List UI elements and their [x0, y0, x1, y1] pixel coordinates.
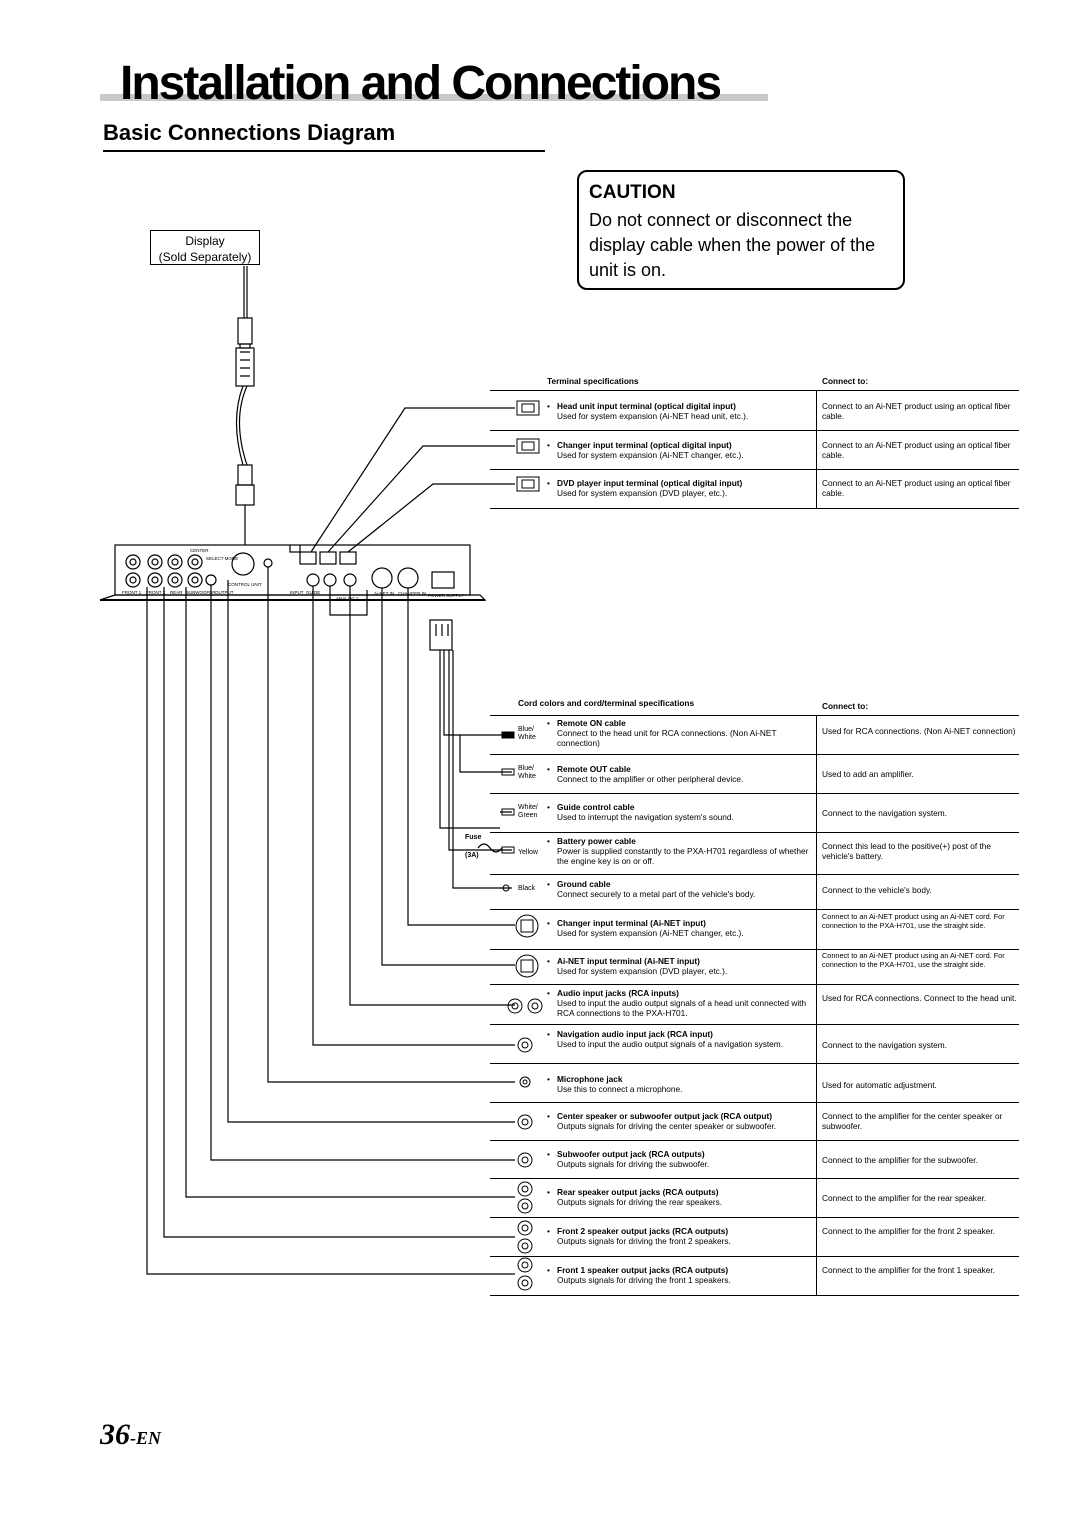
- table2-row: • Changer input terminal (Ai-NET input) Used for system expansion (Ai-NET changer, etc.). Connect to an Ai-NET product using an Ai-NET cord. For connection to the PXA-H701, use the straight side.: [490, 910, 1019, 950]
- row-title: Remote ON cable: [557, 718, 626, 728]
- table2-row: • Front 2 speaker output jacks (RCA outputs) Outputs signals for driving the front 2 speakers. Connect to the amplifier for the front 2 speaker.: [490, 1218, 1019, 1257]
- table2-row: Blue/ White • Remote OUT cable Connect to the amplifier or other peripheral device. Used to add an amplifier.: [490, 755, 1019, 794]
- row-title: Front 2 speaker output jacks (RCA outputs): [557, 1226, 729, 1236]
- row-title: Rear speaker output jacks (RCA outputs): [557, 1187, 719, 1197]
- row-desc: Power is supplied constantly to the PXA-H701 regardless of whether the engine key is on or off.: [557, 846, 809, 866]
- cord-color: Yellow: [518, 849, 538, 856]
- display-cable-plug: [238, 465, 252, 485]
- power-plug: [430, 620, 452, 650]
- row-desc: Use this to connect a microphone.: [557, 1084, 683, 1094]
- row-desc: Used to input the audio output signals of a navigation system.: [557, 1039, 784, 1049]
- table2-row: • Subwoofer output jack (RCA outputs) Outputs signals for driving the subwoofer. Connect to the amplifier for the subwoofer.: [490, 1141, 1019, 1179]
- row-title: Changer input terminal (optical digital input): [557, 440, 732, 450]
- fuse-label: Fuse: [465, 834, 482, 841]
- terminal-spec-table-1: [490, 376, 1019, 508]
- row-connect: Connect this lead to the positive(+) post of the vehicle's battery.: [822, 841, 992, 861]
- leader-subwoofer-out: [211, 585, 515, 1160]
- display-sold-separately: (Sold Separately): [158, 250, 252, 264]
- table2-row: Black • Ground cable Connect securely to a metal part of the vehicle's body. Connect to the vehicle's body.: [490, 875, 1019, 910]
- unit-label-changer: CHANGER IN: [398, 591, 427, 596]
- unit-ai-net-in: [372, 568, 392, 588]
- row-desc: Outputs signals for driving the subwoofer.: [557, 1159, 710, 1169]
- section-title: Basic Connections Diagram: [103, 120, 396, 145]
- unit-label-front1: FRONT 1: [122, 590, 142, 595]
- table2-row: • Audio input jacks (RCA inputs) Used to input the audio output signals of a head unit connected with RCA connections to the PXA-H701. Used for RCA connections. Connect to the head unit.: [490, 985, 1019, 1025]
- unit-mic-jack: [264, 559, 272, 567]
- row-connect: Connect to an Ai-NET product using an optical fiber cable.: [822, 440, 1011, 460]
- row-connect: Connect to the amplifier for the front 2 speaker.: [822, 1226, 995, 1236]
- row-title: Audio input jacks (RCA inputs): [557, 988, 679, 998]
- row-connect: Connect to the amplifier for the subwoofer.: [822, 1155, 978, 1165]
- unit-label-rear: REAR: [170, 590, 183, 595]
- row-title: Guide control cable: [557, 802, 635, 812]
- row-connect: Connect to the navigation system.: [822, 1040, 947, 1050]
- row-desc: Used for system expansion (Ai-NET changer, etc.).: [557, 928, 744, 938]
- leader-front2-out: [164, 587, 515, 1237]
- table2-row: • Microphone jack Use this to connect a microphone. Used for automatic adjustment.: [490, 1064, 1019, 1103]
- row-connect: Used to add an amplifier.: [822, 769, 914, 779]
- row-connect: Connect to the amplifier for the rear speaker.: [822, 1193, 987, 1203]
- leader-navigation-in: [313, 586, 515, 1045]
- row-title: DVD player input terminal (optical digital input): [557, 478, 743, 488]
- cord-color: Blue/ White: [518, 765, 536, 780]
- unit-label-input: INPUT: [290, 590, 304, 595]
- table2-row: Fuse (3A) Yellow • Battery power cable Power is supplied constantly to the PXA-H701 regardless of whether the engine key is on or off. Connect this lead to the positive(+) post of the vehicle's battery.: [490, 833, 1019, 875]
- row-connect: Connect to an Ai-NET product using an Ai-NET cord. For connection to the PXA-H701, use the straight side.: [822, 912, 1005, 930]
- row-title: Navigation audio input jack (RCA input): [557, 1029, 713, 1039]
- page-number: [100, 1418, 161, 1452]
- cord-spec-table: [465, 698, 1019, 1296]
- row-title: Subwoofer output jack (RCA outputs): [557, 1149, 705, 1159]
- row-connect: Used for RCA connections. (Non Ai-NET connection): [822, 726, 1016, 736]
- unit-label-analog: ANALOG 1: [336, 596, 359, 601]
- row-desc: Used to input the audio output signals of a head unit connected with RCA connections to the PXA-H701.: [557, 998, 807, 1018]
- row-title: Ground cable: [557, 879, 611, 889]
- unit-label-guide: GUIDE: [306, 590, 321, 595]
- unit-label-power: POWER SUPPLY: [428, 593, 464, 598]
- row-connect: Connect to an Ai-NET product using an optical fiber cable.: [822, 478, 1011, 498]
- table1-header-right: Connect to:: [822, 376, 869, 386]
- row-title: Center speaker or subwoofer output jack (RCA output): [557, 1111, 772, 1121]
- unit-rca-jacks: [126, 555, 216, 587]
- row-title: Front 1 speaker output jacks (RCA outputs): [557, 1265, 729, 1275]
- row-connect: Connect to the navigation system.: [822, 808, 947, 818]
- table1-row: • Changer input terminal (optical digital input) Used for system expansion (Ai-NET changer, etc.). Connect to an Ai-NET product using an optical fiber cable.: [490, 431, 1019, 470]
- row-title: Changer input terminal (Ai-NET input): [557, 918, 706, 928]
- table2-row: • Center speaker or subwoofer output jack (RCA output) Outputs signals for driving the center speaker or subwoofer. Connect to the amplifier for the center speaker or subwoofer.: [490, 1103, 1019, 1141]
- table2-header-right: Connect to:: [822, 701, 869, 711]
- row-connect: Connect to the vehicle's body.: [822, 885, 932, 895]
- table2-row: • Navigation audio input jack (RCA input) Used to input the audio output signals of a navigation system. Connect to the navigation system.: [490, 1025, 1019, 1064]
- row-connect: Connect to the amplifier for the center speaker or subwoofer.: [822, 1111, 1003, 1131]
- table1-row: • DVD player input terminal (optical digital input) Used for system expansion (DVD player, etc.). Connect to an Ai-NET product using an optical fiber cable.: [490, 470, 1019, 509]
- row-title: Ai-NET input terminal (Ai-NET input): [557, 956, 700, 966]
- row-desc: Used for system expansion (DVD player, etc.).: [557, 966, 728, 976]
- table2-row: • Rear speaker output jacks (RCA outputs) Outputs signals for driving the rear speakers. Connect to the amplifier for the rear speaker.: [490, 1179, 1019, 1218]
- row-desc: Used for system expansion (Ai-NET changer, etc.).: [557, 450, 744, 460]
- page-number-value: 36: [100, 1418, 130, 1451]
- table2-header-left: Cord colors and cord/terminal specifications: [518, 698, 695, 708]
- display-connector-socket: [236, 348, 254, 386]
- table2-row: White/ Green • Guide control cable Used to interrupt the navigation system's sound. Connect to the navigation system.: [490, 794, 1019, 833]
- unit-optical-in-1: [300, 552, 316, 564]
- unit-label-output: OUTPUT: [215, 590, 234, 595]
- row-title: Microphone jack: [557, 1074, 623, 1084]
- display-label: Display: [185, 234, 225, 248]
- row-desc: Connect to the amplifier or other peripheral device.: [557, 774, 744, 784]
- display-cable: [244, 266, 247, 318]
- table1-header-left: Terminal specifications: [547, 376, 639, 386]
- row-title: Battery power cable: [557, 836, 636, 846]
- row-title: Head unit input terminal (optical digital input): [557, 401, 736, 411]
- row-connect: Used for RCA connections. Connect to the head unit.: [822, 993, 1017, 1003]
- row-desc: Used for system expansion (Ai-NET head unit, etc.).: [557, 411, 749, 421]
- leader-front1-out: [147, 587, 515, 1274]
- row-desc: Connect to the head unit for RCA connections. (Non Ai-NET connection): [557, 728, 777, 748]
- cord-color: Black: [518, 885, 536, 892]
- leader-changer-optical: [328, 446, 515, 552]
- leader-center-sub-out: [228, 580, 515, 1122]
- caution-text: Do not connect or disconnect the display cable when the power of the unit is on.: [589, 210, 876, 280]
- row-connect: Connect to an Ai-NET product using an Ai-NET cord. For connection to the PXA-H701, use the straight side.: [822, 951, 1005, 969]
- row-connect: Used for automatic adjustment.: [822, 1080, 937, 1090]
- cord-color: White/ Green: [518, 804, 538, 819]
- row-connect: Connect to the amplifier for the front 1 speaker.: [822, 1265, 995, 1275]
- page-number-suffix: -EN: [130, 1428, 161, 1448]
- fuse-value: (3A): [465, 852, 479, 859]
- row-desc: Used for system expansion (DVD player, etc.).: [557, 488, 728, 498]
- unit-changer-in: [398, 568, 418, 588]
- row-desc: Outputs signals for driving the rear speakers.: [557, 1197, 723, 1207]
- row-desc: Outputs signals for driving the front 2 speakers.: [557, 1236, 731, 1246]
- row-desc: Used to interrupt the navigation system's sound.: [557, 812, 734, 822]
- unit-label-select: SELECT MODE: [206, 556, 239, 561]
- unit-label-center: CENTER: [190, 548, 209, 553]
- display-connector-plug: [238, 318, 252, 344]
- leader-head-unit-optical: [311, 408, 515, 552]
- unit-label-ai-net: Ai-NET IN: [374, 591, 395, 596]
- page-title: Installation and Connections: [120, 57, 721, 110]
- table2-row: • Front 1 speaker output jacks (RCA outputs) Outputs signals for driving the front 1 speakers. Connect to the amplifier for the front 1 speaker.: [490, 1257, 1019, 1296]
- unit-label-front2: FRONT 2: [146, 590, 166, 595]
- unit-label-control: CONTROL UNIT: [228, 582, 262, 587]
- row-connect: Connect to an Ai-NET product using an optical fiber cable.: [822, 401, 1011, 421]
- row-desc: Connect securely to a metal part of the vehicle's body.: [557, 889, 756, 899]
- unit-optical-in-2: [320, 552, 336, 564]
- table2-row: • Ai-NET input terminal (Ai-NET input) Used for system expansion (DVD player, etc.). Connect to an Ai-NET product using an Ai-NET cord. For connection to the PXA-H701, use the straight side.: [490, 950, 1019, 985]
- unit-label-subwoofer: SUBWOOFER: [186, 590, 216, 595]
- caution-heading: CAUTION: [589, 182, 676, 203]
- row-desc: Outputs signals for driving the center speaker or subwoofer.: [557, 1121, 777, 1131]
- table1-row: • Head unit input terminal (optical digital input) Used for system expansion (Ai-NET head unit, etc.). Connect to an Ai-NET product using an optical fiber cable.: [490, 391, 1019, 431]
- row-title: Remote OUT cable: [557, 764, 631, 774]
- unit-power-supply-socket: [432, 572, 454, 588]
- unit-optical-in-3: [340, 552, 356, 564]
- row-desc: Outputs signals for driving the front 1 speakers.: [557, 1275, 731, 1285]
- cord-color: Blue/ White: [518, 726, 536, 741]
- table2-row: Blue/ White • Remote ON cable Connect to the head unit for RCA connections. (Non Ai-NET connection) Used for RCA connections. (Non Ai-NET connection): [490, 716, 1019, 755]
